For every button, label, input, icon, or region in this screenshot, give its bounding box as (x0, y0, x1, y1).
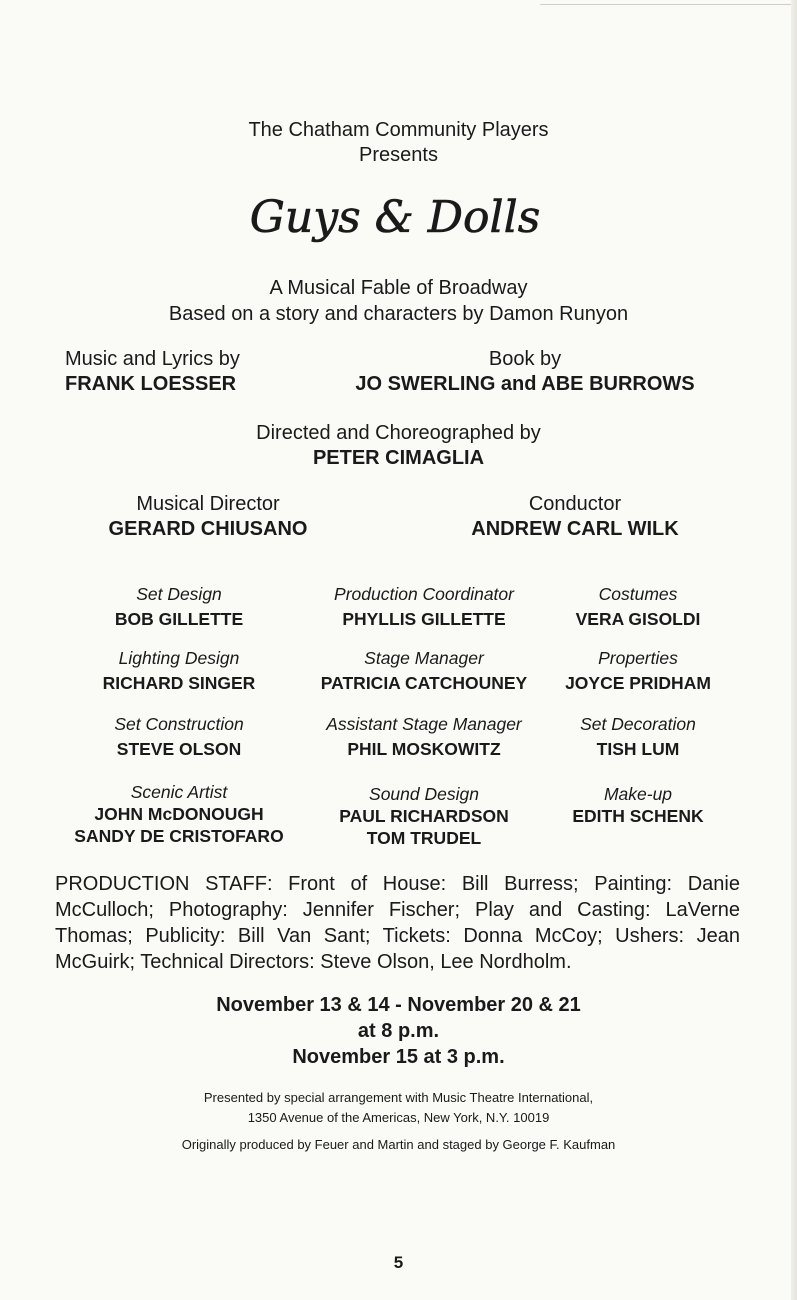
presents-label: Presents (359, 144, 438, 166)
director-role: Directed and Choreographed by (256, 422, 541, 444)
guys-and-dolls-logo (250, 184, 540, 254)
presenter-name: The Chatham Community Players (248, 119, 549, 141)
crew-role: Scenic Artist (130, 782, 228, 802)
crew-name: SANDY DE CRISTOFARO (74, 826, 284, 846)
crew-role: Lighting Design (118, 648, 240, 668)
crew-name: PHYLLIS GILLETTE (342, 609, 506, 629)
performance-dates (0, 992, 797, 1070)
crew-name: JOHN McDONOUGH (94, 804, 264, 824)
crew-name: BOB GILLETTE (114, 609, 244, 629)
musical-director-role: Musical Director (136, 493, 280, 515)
crew-name: PAUL RICHARDSON (339, 806, 509, 826)
crew-role: Set Decoration (580, 714, 696, 734)
crew-role: Set Construction (114, 714, 244, 734)
crew-credit (299, 583, 549, 630)
music-credit (65, 347, 240, 397)
original-production-note: Originally produced by Feuer and Martin and staged by George F. Kaufman (181, 1137, 616, 1152)
musical-director-name: GERARD CHIUSANO (108, 518, 308, 540)
crew-name: STEVE OLSON (116, 739, 242, 759)
crew-name: TOM TRUDEL (366, 828, 482, 848)
director-name: PETER CIMAGLIA (312, 447, 485, 469)
crew-role: Assistant Stage Manager (326, 714, 522, 734)
crew-credit (54, 781, 304, 847)
crew-name: PHIL MOSKOWITZ (347, 739, 501, 759)
crew-credit (299, 647, 549, 694)
crew-role: Stage Manager (364, 648, 484, 668)
crew-credit (54, 713, 304, 760)
crew-name: EDITH SCHENK (572, 806, 704, 826)
subtitle-block (0, 275, 797, 327)
music-name: FRANK LOESSER (65, 373, 237, 395)
rights-notice (0, 1088, 797, 1128)
crew-name: VERA GISOLDI (575, 609, 701, 629)
crew-credit (299, 713, 549, 760)
crew-credit (513, 713, 763, 760)
dates-line: November 13 & 14 - November 20 & 21 (216, 994, 581, 1016)
crew-credit (513, 783, 763, 827)
crew-credit (513, 647, 763, 694)
musical-director-credit (88, 492, 328, 542)
crew-name: JOYCE PRIDHAM (565, 673, 711, 693)
source-credit: Based on a story and characters by Damon Runyon (168, 303, 629, 325)
crew-credit (54, 647, 304, 694)
crew-name: TISH LUM (596, 739, 680, 759)
crew-credit (299, 783, 549, 849)
production-staff-paragraph: PRODUCTION STAFF: Front of House: Bill Burress; Painting: Danie McCulloch; Photography: Jennifer Fischer; Play and Casting: LaVerne Thomas; Publicity: Bill Van Sant; Tickets: Donna McCoy; Ushers: Jean McGuirk; Technical Directors: Steve Olson, Lee Nordholm. (55, 873, 740, 973)
book-role: Book by (488, 348, 562, 370)
matinee-line: November 15 at 3 p.m. (292, 1046, 505, 1068)
conductor-role: Conductor (528, 493, 622, 515)
rights-address: 1350 Avenue of the Americas, New York, N.Y. 10019 (247, 1110, 550, 1125)
time-line: at 8 p.m. (357, 1020, 440, 1042)
conductor-name: ANDREW CARL WILK (471, 518, 679, 540)
crew-role: Set Design (136, 584, 222, 604)
crew-role: Make-up (603, 784, 673, 804)
conductor-credit (455, 492, 695, 542)
book-name: JO SWERLING and ABE BURROWS (355, 373, 695, 395)
crew-role: Costumes (598, 584, 678, 604)
crew-name: PATRICIA CATCHOUNEY (320, 673, 528, 693)
presenter-block (0, 118, 797, 168)
music-role: Music and Lyrics by (65, 348, 240, 370)
subtitle-line: A Musical Fable of Broadway (269, 277, 528, 299)
crew-role: Properties (598, 648, 678, 668)
page-number: 5 (393, 1253, 404, 1272)
crew-credit (54, 583, 304, 630)
crew-name: RICHARD SINGER (102, 673, 256, 693)
logo-text: Guys & Dolls (250, 192, 540, 243)
book-credit (330, 347, 720, 397)
page-top-rule (540, 4, 797, 5)
crew-credit (513, 583, 763, 630)
crew-role: Sound Design (369, 784, 479, 804)
director-credit (0, 421, 797, 471)
crew-role: Production Coordinator (334, 584, 514, 604)
rights-line: Presented by special arrangement with Music Theatre International, (203, 1090, 594, 1105)
